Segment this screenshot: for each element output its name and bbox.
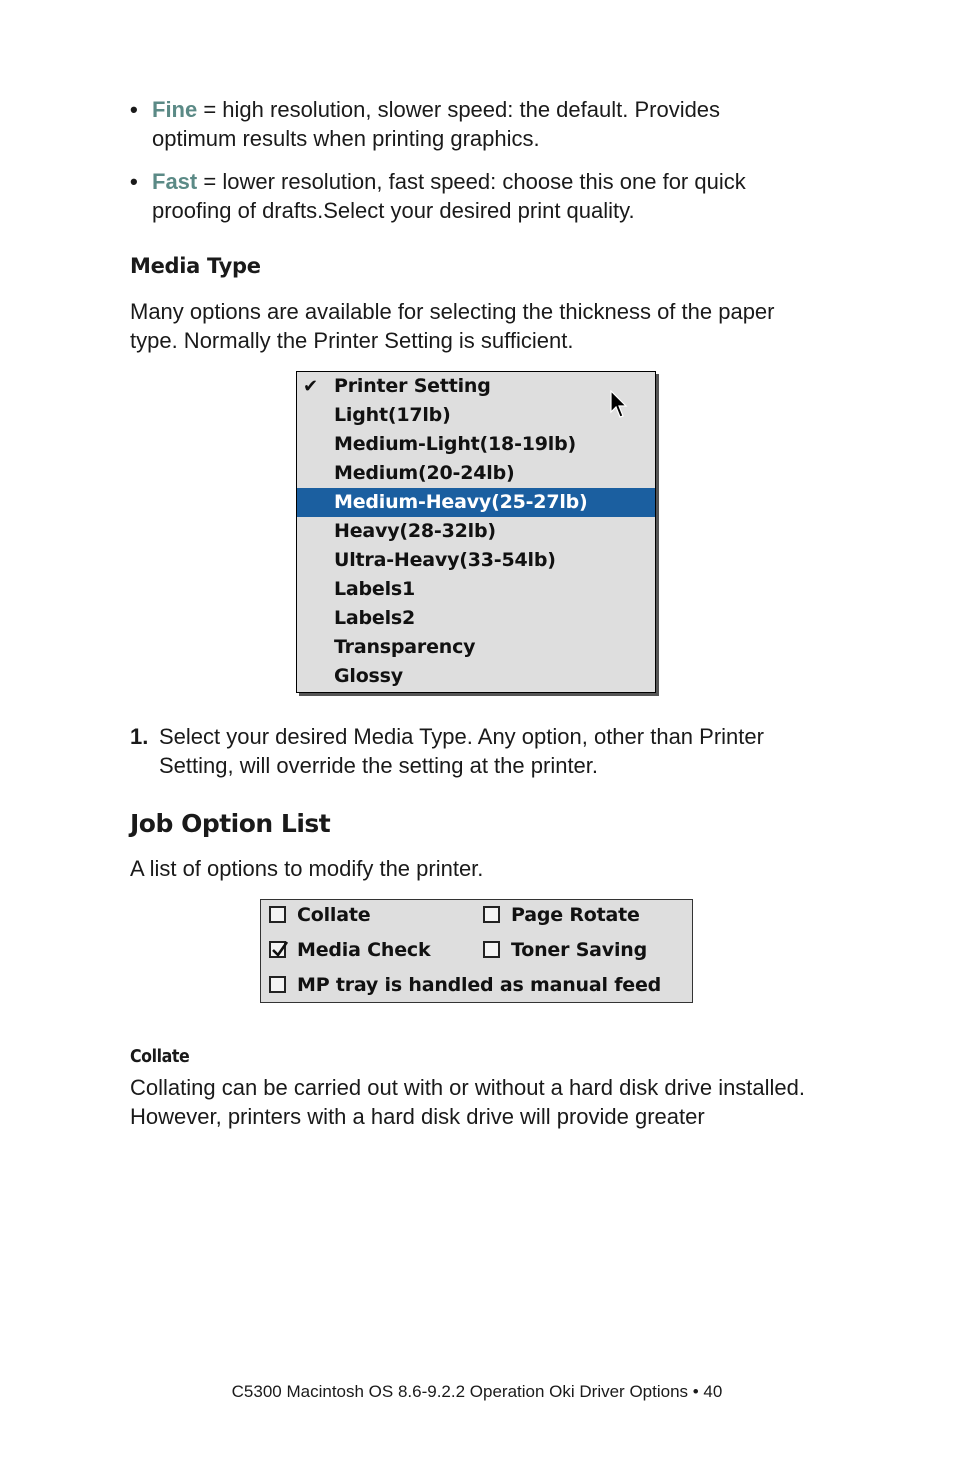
media-type-line1: Many options are available for selecting the thickness of the paper [130,299,775,324]
media-type-line2: type. Normally the Printer Setting is sufficient. [130,328,574,353]
job-option-list-paragraph: A list of options to modify the printer. [130,856,484,881]
step-line1: Select your desired Media Type. Any option, other than Printer [159,724,764,749]
bullet-text: = lower resolution, fast speed: choose this one for quick [197,169,746,194]
collate-paragraph [130,1073,910,1131]
menu-item-transparency[interactable]: Transparency [334,636,476,658]
media-type-menu[interactable] [296,371,656,693]
bullet-text: = high resolution, slower speed: the default. Provides [197,97,721,122]
checkmark-icon: ✔ [303,376,319,397]
checkbox-unchecked-icon[interactable] [483,941,500,958]
menu-item-medium[interactable]: Medium(20-24lb) [334,462,515,484]
checkmark-icon [270,940,290,960]
bullet-dot: • [130,169,138,194]
menu-item-labels1[interactable]: Labels1 [334,578,416,600]
menu-item-heavy[interactable]: Heavy(28-32lb) [334,520,496,542]
mouse-pointer-icon [609,390,629,420]
job-option-list-heading: Job Option List [130,809,331,838]
menu-item-light[interactable]: Light(17lb) [334,404,451,426]
step-number: 1. [130,724,149,749]
menu-item-printer-setting[interactable]: ✔ Printer Setting [297,372,655,401]
page-footer: C5300 Macintosh OS 8.6-9.2.2 Operation Oki Driver Options • 40 [231,1382,723,1401]
collate-heading: Collate [130,1046,190,1067]
media-type-paragraph [130,297,870,355]
menu-item-ultra-heavy[interactable]: Ultra-Heavy(33-54lb) [334,549,556,571]
media-type-heading: Media Type [130,254,261,278]
bullet-text-cont: proofing of drafts.Select your desired print quality. [152,198,635,223]
bullet-body [152,95,832,153]
step-text [159,722,859,780]
term-fine: Fine [152,97,198,122]
collate-line1: Collating can be carried out with or without a hard disk drive installed. [130,1075,806,1100]
checkbox-unchecked-icon[interactable] [269,976,286,993]
job-options-panel: Collate Page Rotate Media Check Toner Saving MP tray is handled as manual feed [260,899,693,1003]
term-fast: Fast [152,169,198,194]
bullet-body [152,167,832,225]
checkbox-unchecked-icon[interactable] [483,906,500,923]
checkbox-unchecked-icon[interactable] [269,906,286,923]
bullet-fast [130,167,830,227]
step-line2: Setting, will override the setting at the printer. [159,753,599,778]
collate-line2: However, printers with a hard disk drive will provide greater [130,1104,705,1129]
menu-item-medium-light[interactable]: Medium-Light(18-19lb) [334,433,576,455]
menu-item-glossy[interactable]: Glossy [334,665,403,687]
bullet-dot: • [130,97,138,122]
menu-item-labels2[interactable]: Labels2 [334,607,416,629]
menu-item-medium-heavy[interactable]: Medium-Heavy(25-27lb) [297,488,655,517]
bullet-text-cont: optimum results when printing graphics. [152,126,540,151]
bullet-fine [130,95,830,155]
checkbox-checked-icon[interactable] [269,941,286,958]
